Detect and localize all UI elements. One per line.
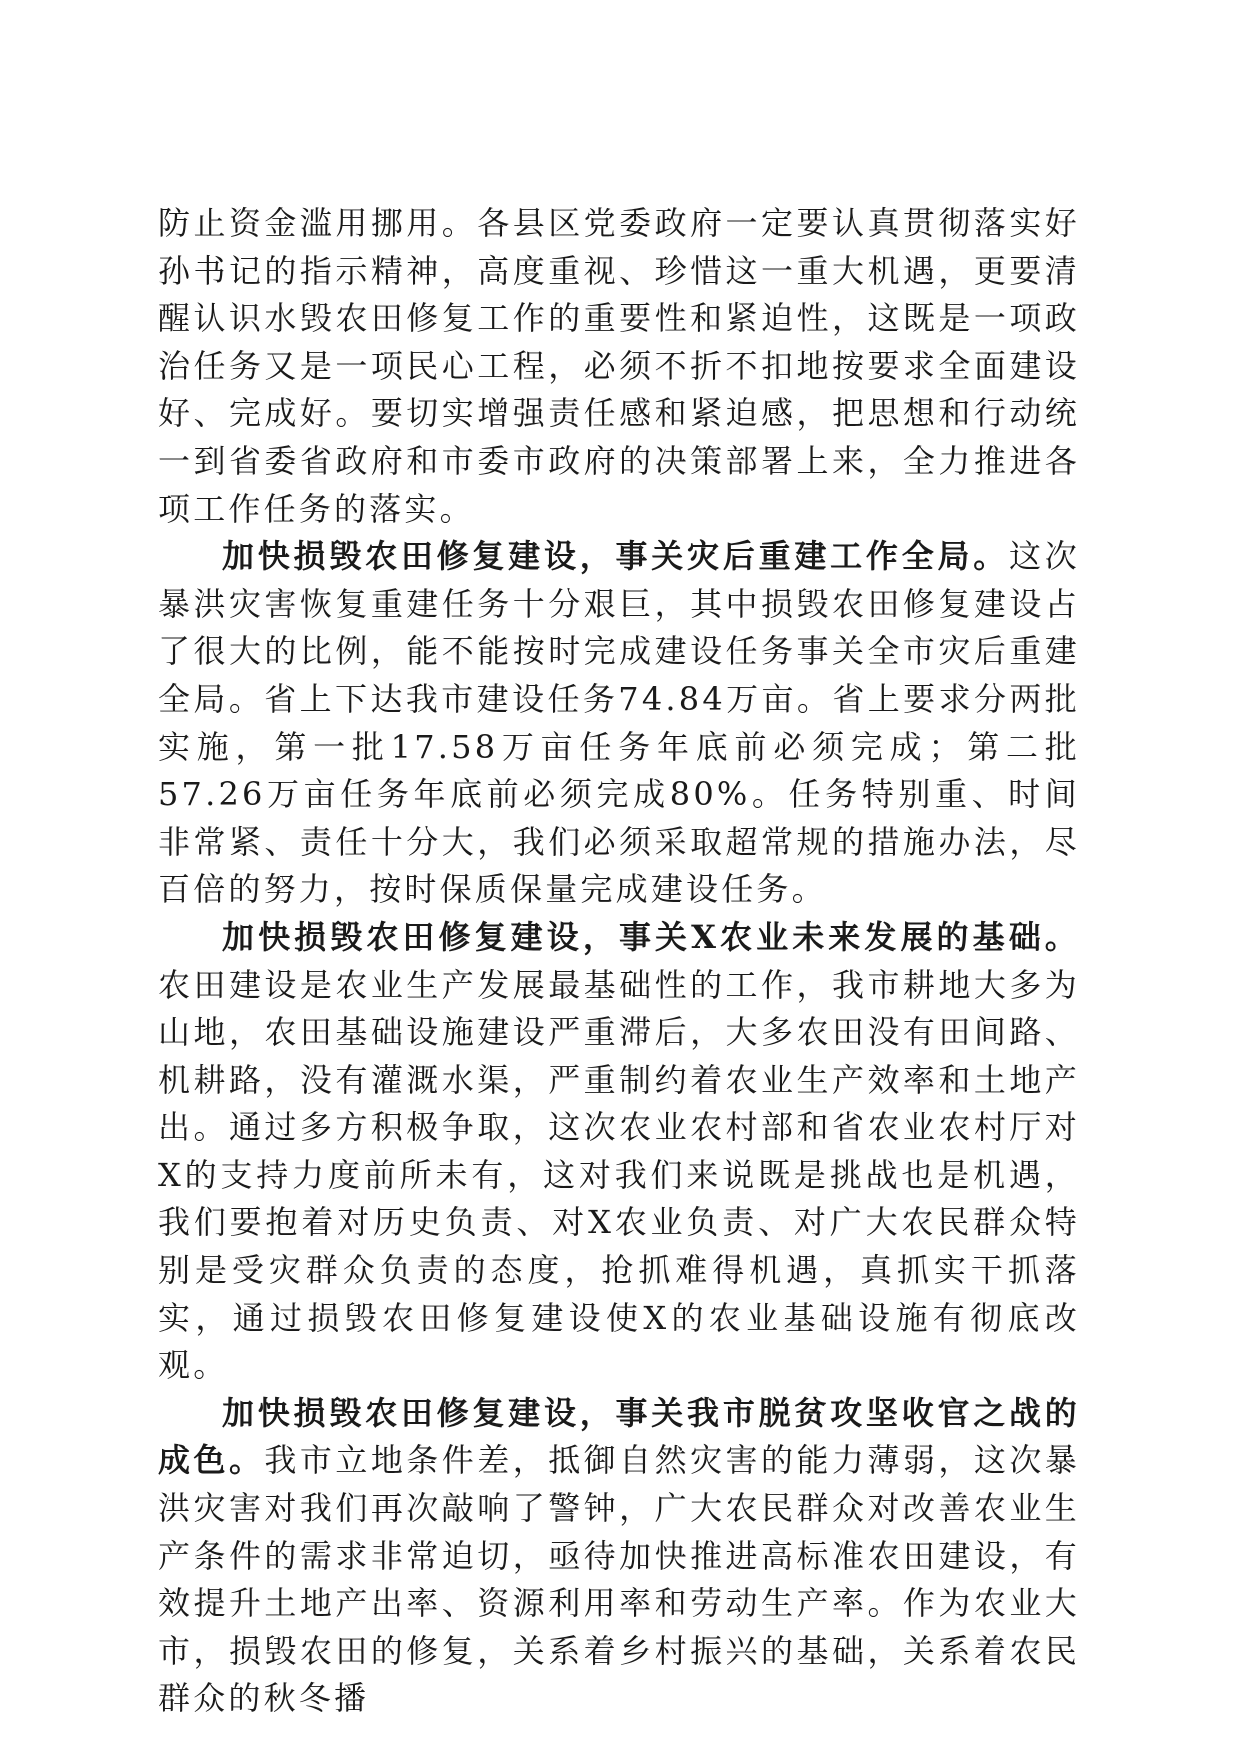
- paragraph-funds-misuse: [158, 200, 1080, 533]
- paragraph-text: 农田建设是农业生产发展最基础性的工作，我市耕地大多为山地，农田基础设施建设严重滞后，大多农田没有田间路、机耕路，没有灌溉水渠，严重制约着农业生产效率和土地产出。通过多方积极争取，这次农业农村部和省农业农村厅对X的支持力度前所未有，这对我们来说既是挑战也是机遇，我们要抱着对历史负责、对X农业负责、对广大农民群众特别是受灾群众负责的态度，抢抓难得机遇，真抓实干抓落实，通过损毁农田修复建设使X的农业基础设施有彻底改观。: [158, 965, 1080, 1385]
- document-body: [158, 200, 1080, 1723]
- paragraph-reconstruction-overall: [158, 533, 1080, 914]
- paragraph-agriculture-foundation: [158, 914, 1080, 1390]
- paragraph-poverty-alleviation: [158, 1390, 1080, 1723]
- paragraph-text: 这次暴洪灾害恢复重建任务十分艰巨，其中损毁农田修复建设占了很大的比例，能不能按时完成建设任务事关全市灾后重建全局。省上下达我市建设任务74.84万亩。省上要求分两批实施，第一批17.58万亩任务年底前必须完成；第二批57.26万亩任务年底前必须完成80%。任务特别重、时间非常紧、责任十分大，我们必须采取超常规的措施办法，尽百倍的努力，按时保质保量完成建设任务。: [158, 537, 1080, 909]
- paragraph-lead-heading: 加快损毁农田修复建设，事关我市脱贫攻坚收官之战的成色。: [158, 1393, 1080, 1480]
- paragraph-text: 我市立地条件差，抵御自然灾害的能力薄弱，这次暴洪灾害对我们再次敲响了警钟，广大农民群众对改善农业生产条件的需求非常迫切，亟待加快推进高标准农田建设，有效提升土地产出率、资源利用率和劳动生产率。作为农业大市，损毁农田的修复，关系着乡村振兴的基础，关系着农民群众的秋冬播: [158, 1441, 1080, 1718]
- paragraph-lead-heading: 加快损毁农田修复建设，事关X农业未来发展的基础。: [222, 917, 1080, 956]
- paragraph-lead-heading: 加快损毁农田修复建设，事关灾后重建工作全局。: [222, 537, 1010, 576]
- paragraph-text: 防止资金滥用挪用。各县区党委政府一定要认真贯彻落实好孙书记的指示精神，高度重视、珍惜这一重大机遇，更要清醒认识水毁农田修复工作的重要性和紧迫性，这既是一项政治任务又是一项民心工程，必须不折不扣地按要求全面建设好、完成好。要切实增强责任感和紧迫感，把思想和行动统一到省委省政府和市委市政府的决策部署上来，全力推进各项工作任务的落实。: [158, 204, 1080, 528]
